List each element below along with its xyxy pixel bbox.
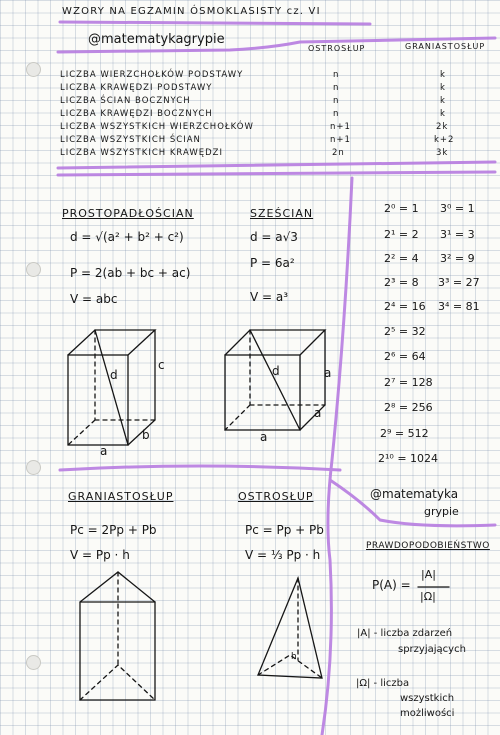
table-cell-ostroslup: n: [333, 83, 340, 93]
cuboid-diagonal-label: d: [110, 368, 118, 382]
table-row-label: LICZBA WIERZCHOŁKÓW PODSTAWY: [60, 70, 244, 80]
table-bottom-stroke: [58, 162, 495, 168]
probability-heading: PRAWDOPODOBIEŃSTWO: [366, 541, 490, 551]
table-cell-graniastoslup: k: [440, 96, 446, 106]
power-entry: 2⁴ = 16: [384, 300, 426, 313]
power-entry: 3² = 9: [440, 252, 475, 265]
definition-a-line2: sprzyjających: [398, 644, 466, 655]
definition-omega-line2: wszystkich: [400, 693, 455, 704]
table-row-label: LICZBA KRAWĘDZI PODSTAWY: [60, 83, 213, 93]
power-entry: 2¹⁰ = 1024: [378, 452, 439, 465]
cube-volume-formula: V = a³: [250, 290, 289, 304]
definition-a-line1: |A| - liczba zdarzeń: [357, 628, 453, 639]
power-entry: 3⁴ = 81: [438, 300, 480, 313]
cuboid-volume-formula: V = abc: [70, 292, 118, 306]
probability-numerator: |A|: [421, 568, 436, 581]
power-entry: 2² = 4: [384, 252, 419, 265]
cube-diagonal-label: d: [272, 364, 280, 378]
prism-drawing: [80, 572, 155, 700]
middle-stroke: [60, 466, 340, 470]
cuboid-area-formula: P = 2(ab + bc + ac): [70, 266, 191, 280]
power-entry: 2³ = 8: [384, 276, 419, 289]
probability-denominator: |Ω|: [420, 590, 436, 603]
power-entry: 2⁶ = 64: [384, 350, 426, 363]
col-header-ostroslup: OSTROSŁUP: [308, 44, 366, 53]
prism-volume-formula: V = Pp · h: [70, 548, 130, 562]
table-cell-ostroslup: n: [333, 96, 340, 106]
power-entry: 2⁰ = 1: [384, 202, 419, 215]
cuboid-diagonal-formula: d = √(a² + b² + c²): [70, 230, 184, 244]
cube-edge-label-side: a: [314, 406, 322, 420]
cuboid-edge-b-label: b: [142, 428, 150, 442]
prism-heading: GRANIASTOSŁUP: [68, 490, 174, 503]
pyramid-height-label: h: [291, 652, 297, 662]
power-entry: 2⁹ = 512: [380, 427, 429, 440]
cube-heading: SZEŚCIAN: [250, 207, 314, 220]
pyramid-volume-formula: V = ⅓ Pp · h: [245, 548, 321, 562]
author-handle-mid: @matematyka: [370, 487, 459, 501]
table-cell-graniastoslup: k+2: [434, 135, 455, 145]
section-top-stroke: [58, 172, 495, 175]
author-handle: @matematykagrypie: [88, 32, 225, 47]
table-row-label: LICZBA WSZYSTKICH KRAWĘDZI: [60, 148, 223, 158]
cube-diagonal-formula: d = a√3: [250, 230, 298, 244]
author-handle-mid-2: grypie: [424, 505, 459, 518]
table-cell-graniastoslup: 3k: [436, 148, 449, 158]
cube-drawing: [225, 330, 325, 430]
cuboid-edge-a-label: a: [100, 444, 108, 458]
page-title: WZORY NA EGZAMIN ÓSMOKLASISTY cz. VI: [62, 6, 321, 17]
cuboid-edge-c-label: c: [158, 358, 165, 372]
probability-formula-left: P(A) =: [372, 578, 411, 592]
power-entry: 3⁰ = 1: [440, 202, 475, 215]
pyramid-drawing: [258, 578, 322, 678]
title-underline: [60, 22, 370, 24]
cuboid-heading: PROSTOPADŁOŚCIAN: [62, 207, 194, 220]
table-cell-ostroslup: n+1: [330, 122, 351, 132]
cube-area-formula: P = 6a²: [250, 256, 295, 270]
power-entry: 3¹ = 3: [440, 228, 475, 241]
table-cell-ostroslup: n+1: [330, 135, 351, 145]
cube-edge-label-bottom: a: [260, 430, 268, 444]
right-divider-stroke: [322, 178, 352, 735]
table-row-label: LICZBA WSZYSTKICH ŚCIAN: [60, 135, 201, 145]
table-cell-ostroslup: n: [333, 109, 340, 119]
table-cell-graniastoslup: k: [440, 83, 446, 93]
table-cell-ostroslup: n: [333, 70, 340, 80]
table-cell-graniastoslup: k: [440, 70, 446, 80]
power-entry: 2⁸ = 256: [384, 401, 433, 414]
table-cell-graniastoslup: 2k: [436, 122, 449, 132]
definition-omega-line1: |Ω| - liczba: [356, 678, 410, 689]
pyramid-area-formula: Pc = Pp + Pb: [245, 523, 324, 537]
table-cell-graniastoslup: k: [440, 109, 446, 119]
definition-omega-line3: możliwości: [400, 708, 455, 719]
table-row-label: LICZBA WSZYSTKICH WIERZCHOŁKÓW: [60, 122, 254, 132]
table-row-label: LICZBA ŚCIAN BOCZNYCH: [60, 96, 191, 106]
table-cell-ostroslup: 2n: [332, 148, 345, 158]
table-row-label: LICZBA KRAWĘDZI BOCZNYCH: [60, 109, 213, 119]
col-header-graniastoslup: GRANIASTOSŁUP: [405, 42, 486, 51]
power-entry: 3³ = 27: [438, 276, 480, 289]
cube-edge-label-height: a: [324, 366, 332, 380]
power-entry: 2⁵ = 32: [384, 325, 426, 338]
prism-area-formula: Pc = 2Pp + Pb: [70, 523, 157, 537]
power-entry: 2¹ = 2: [384, 228, 419, 241]
pyramid-heading: OSTROSŁUP: [238, 490, 314, 503]
power-entry: 2⁷ = 128: [384, 376, 433, 389]
